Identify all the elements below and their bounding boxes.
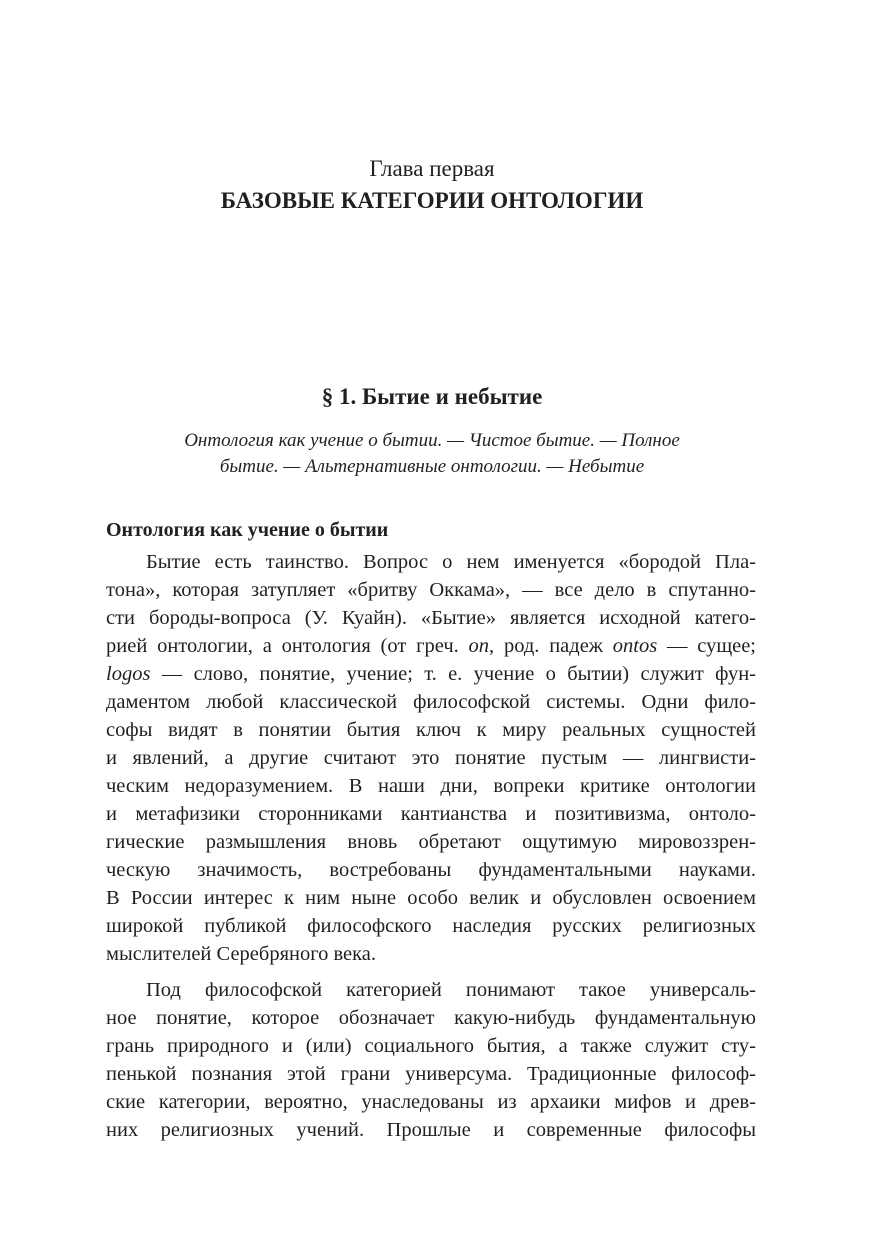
- body-text-line: тона», которая затупляет «бритву Оккама», — все дело в спутанно-: [106, 579, 756, 601]
- body-text-line: даментом любой классической философской системы. Одни фило-: [106, 691, 756, 713]
- body-text-line: Бытие есть таинство. Вопрос о нем именуется «бородой Пла-: [146, 551, 756, 573]
- body-text: рией онтологии, а онтология (от греч.: [106, 635, 469, 657]
- body-text-line: [106, 660, 756, 688]
- body-text-line: и явлений, а другие считают это понятие пустым — лингвисти-: [106, 747, 756, 769]
- body-text-line: них религиозных учений. Прошлые и современные философы: [106, 1119, 756, 1141]
- subsection-heading: Онтология как учение о бытии: [106, 519, 389, 541]
- body-text-line: ческую значимость, востребованы фундаментальными науками.: [106, 859, 756, 881]
- body-text: , род. падеж: [489, 635, 613, 657]
- body-text-line: грань природного и (или) социального бытия, а также служит сту-: [106, 1035, 756, 1057]
- section-heading: § 1. Бытие и небытие: [321, 384, 543, 409]
- greek-term: on: [468, 635, 490, 657]
- section-summary-line: бытие. — Альтернативные онтологии. — Небытие: [219, 456, 645, 477]
- chapter-title: БАЗОВЫЕ КАТЕГОРИИ ОНТОЛОГИИ: [220, 188, 644, 213]
- chapter-label: Глава первая: [369, 156, 495, 181]
- body-text-line: широкой публикой философского наследия русских религиозных: [106, 915, 756, 937]
- body-text-line: мыслителей Серебряного века.: [106, 943, 377, 965]
- body-text: — сущее;: [657, 635, 757, 657]
- body-text-line: [106, 632, 756, 660]
- body-text-line: ное понятие, которое обозначает какую-нибудь фундаментальную: [106, 1007, 756, 1029]
- greek-term: logos: [106, 663, 151, 685]
- body-text-line: пенькой познания этой грани универсума. Традиционные философ-: [106, 1063, 756, 1085]
- body-text-line: гические размышления вновь обретают ощутимую мировоззрен-: [106, 831, 756, 853]
- body-text-line: сти бороды-вопроса (У. Куайн). «Бытие» является исходной катего-: [106, 607, 756, 629]
- body-text-line: ские категории, вероятно, унаследованы из архаики мифов и древ-: [106, 1091, 756, 1113]
- body-text-line: софы видят в понятии бытия ключ к миру реальных сущностей: [106, 719, 756, 741]
- body-text-line: и метафизики сторонниками кантианства и позитивизма, онтоло-: [106, 803, 756, 825]
- body-text: — слово, понятие, учение; т. е. учение о бытии) служит фун-: [150, 663, 756, 685]
- body-text-line: ческим недоразумением. В наши дни, вопреки критике онтологии: [106, 775, 756, 797]
- greek-term: ontos: [612, 635, 658, 657]
- section-summary-line: Онтология как учение о бытии. — Чистое бытие. — Полное: [184, 430, 680, 451]
- body-text-line: В России интерес к ним ныне особо велик и обусловлен освоением: [106, 887, 756, 909]
- body-text-line: Под философской категорией понимают такое универсаль-: [146, 979, 756, 1001]
